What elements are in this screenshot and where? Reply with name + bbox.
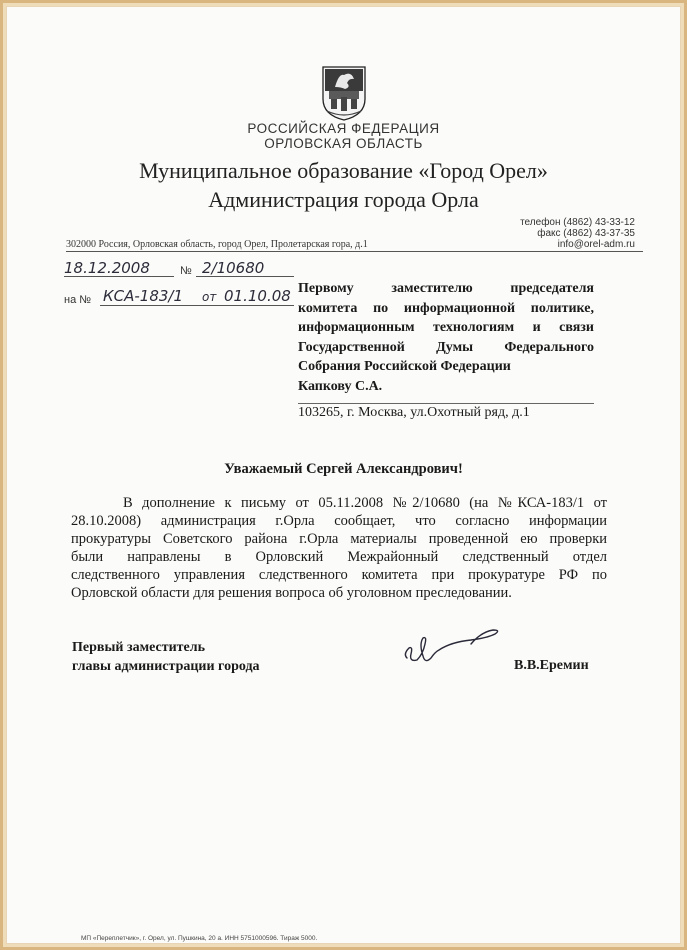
phone-text: телефон (4862) 43-33-12 <box>520 217 635 228</box>
body-line: Орловской области для решения вопроса об уголовном преследовании. <box>71 585 512 601</box>
country-heading: РОССИЙСКАЯ ФЕДЕРАЦИЯ <box>247 121 440 136</box>
body-line: 28.10.2008) администрация г.Орла сообщает, что согласно информации <box>71 513 607 529</box>
printer-footer: МП «Переплетчик», г. Орел, ул. Пушкина, 20 а. ИНН 5751000596. Тираж 5000. <box>81 935 318 942</box>
letter-body <box>71 494 607 602</box>
body-line: следственного управления следственного комитета при прокуратуре РФ по <box>71 567 607 583</box>
position-line: Первый заместитель <box>72 640 205 655</box>
recipient-block <box>298 279 594 396</box>
administration-heading: Администрация города Орла <box>208 187 479 212</box>
recipient-line: Государственной Думы Федерального <box>298 339 594 355</box>
registration-number: 2/10680 <box>202 259 265 277</box>
municipality-heading: Муниципальное образование «Город Орел» <box>139 158 548 183</box>
header-divider <box>66 251 643 252</box>
ref-number: КСА-183/1 <box>103 287 184 305</box>
recipient-line: информационным технологиям и связи <box>298 320 594 335</box>
region-heading: ОРЛОВСКАЯ ОБЛАСТЬ <box>264 136 423 151</box>
recipient-divider <box>298 403 594 404</box>
coat-of-arms-icon <box>321 65 367 121</box>
ref-date: 01.10.08 <box>224 287 291 305</box>
number-label: № <box>180 265 192 277</box>
sender-address: 302000 Россия, Орловская область, город Орел, Пролетарская гора, д.1 <box>66 239 368 250</box>
recipient-line: Собрания Российской Федерации <box>298 359 511 374</box>
registration-date: 18.12.2008 <box>64 259 150 277</box>
position-line: главы администрации города <box>72 659 260 674</box>
body-line: прокуратуры Советского района г.Орла материалы проведенной ею проверки <box>71 531 607 547</box>
fax-text: факс (4862) 43-37-35 <box>537 228 635 239</box>
body-line: В дополнение к письму от 05.11.2008 №2/10680 (на №КСА-183/1 от <box>123 495 607 511</box>
body-line: были направлены в Орловский Межрайонный следственный отдел <box>71 549 607 565</box>
signatory-position <box>72 638 260 676</box>
signature-icon <box>401 624 511 674</box>
ref-label: на № <box>64 294 92 306</box>
signatory-name: В.В.Еремин <box>514 658 589 673</box>
recipient-line: комитета по информационной политике, <box>298 300 594 316</box>
ref-underline <box>100 305 294 306</box>
salutation: Уважаемый Сергей Александрович! <box>224 461 463 477</box>
ref-from: от <box>202 290 217 304</box>
recipient-address: 103265, г. Москва, ул.Охотный ряд, д.1 <box>298 405 530 420</box>
recipient-line: Первому заместителю председателя <box>298 281 594 296</box>
letter-page <box>6 6 681 944</box>
recipient-name: Капкову С.А. <box>298 378 383 394</box>
email-text: info@orel-adm.ru <box>557 239 635 250</box>
